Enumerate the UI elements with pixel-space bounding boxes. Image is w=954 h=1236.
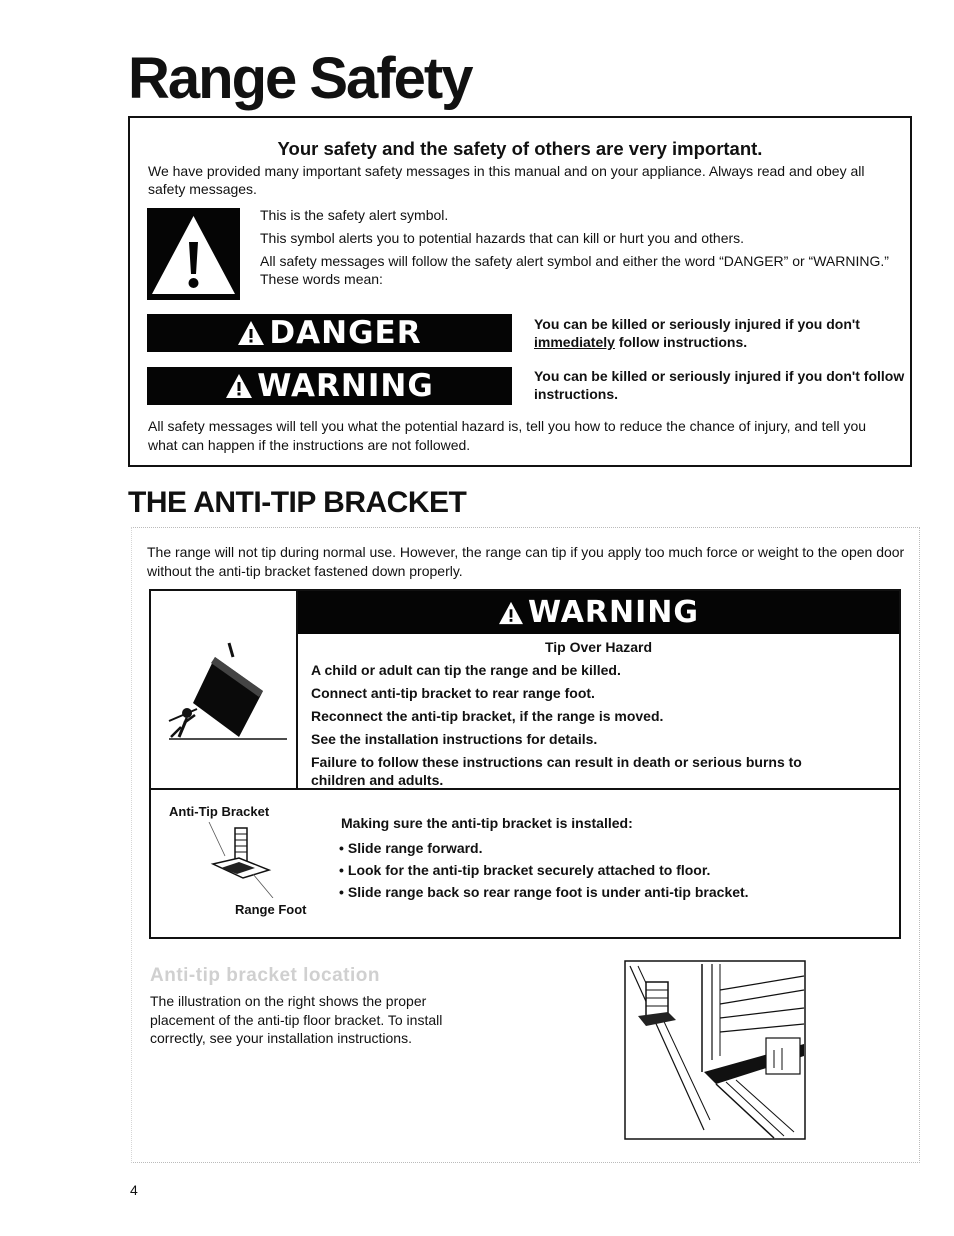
danger-desc-text: You can be killed or seriously injured if you don't [534, 316, 860, 332]
danger-desc-text-end: follow instructions. [614, 334, 748, 350]
alert-explanation [260, 206, 890, 293]
hazard-line: A child or adult can tip the range and be killed. [311, 662, 621, 678]
danger-description [534, 315, 906, 351]
hazard-line: Failure to follow these instructions can result in death or serious burns to children and adults. [311, 754, 802, 788]
alert-line: All safety messages will follow the safety alert symbol and either the word “DANGER” or “WARNING.” These words mean: [260, 253, 889, 287]
tip-over-warning-box [149, 589, 901, 939]
warning-signal-bar [147, 367, 512, 405]
warning-alert-icon [225, 373, 253, 399]
hazard-instructions [311, 661, 851, 794]
hazard-title: Tip Over Hazard [544, 639, 653, 655]
warning-label: WARNING [257, 368, 434, 404]
warning-header-label: WARNING [527, 595, 700, 630]
location-text: The illustration on the right shows the proper placement of the anti-tip floor bracket. To install correctly, see your installation instructions. [150, 993, 443, 1046]
list-item: • Slide range forward. [339, 837, 749, 859]
page-title: Range Safety [128, 46, 472, 111]
safety-footer-text: All safety messages will tell you what the potential hazard is, tell you how to reduce the chance of injury, and tell you what can happen if the instructions are not followed. [148, 418, 867, 453]
alert-line: This is the safety alert symbol. [260, 207, 449, 223]
warning-header-bar [298, 591, 899, 634]
list-item: • Slide range back so rear range foot is under anti-tip bracket. [339, 881, 749, 903]
safety-intro-text: We have provided many important safety messages in this manual and on your appliance. Always read and obey all safety messages. [148, 163, 865, 197]
anti-tip-bracket-illustration [199, 822, 281, 898]
location-heading: Anti-tip bracket location [150, 965, 380, 986]
alert-line: This symbol alerts you to potential hazards that can kill or hurt you and others. [260, 230, 745, 246]
range-bracket-location-illustration [624, 960, 806, 1140]
danger-signal-bar [147, 314, 512, 352]
list-item: • Look for the anti-tip bracket securely attached to floor. [339, 859, 749, 881]
install-check-list [339, 837, 749, 903]
section-intro-text: The range will not tip during normal use. However, the range can tip if you apply too much force or weight to the open door without the anti-tip bracket fastened down properly. [147, 544, 905, 579]
danger-label: DANGER [269, 315, 422, 351]
hazard-line: Connect anti-tip bracket to rear range foot. [311, 685, 595, 701]
range-foot-label: Range Foot [235, 902, 307, 917]
warning-alert-icon [498, 601, 524, 625]
hazard-line: Reconnect the anti-tip bracket, if the range is moved. [311, 708, 664, 724]
tip-over-range-illustration [167, 641, 289, 747]
page-number: 4 [130, 1182, 138, 1198]
danger-alert-icon [237, 320, 265, 346]
bracket-label: Anti-Tip Bracket [169, 804, 270, 819]
warning-description: You can be killed or seriously injured if you don't follow instructions. [534, 368, 905, 402]
danger-desc-emphasis: immediately [534, 334, 615, 350]
hazard-line: See the installation instructions for details. [311, 731, 598, 747]
section-title: THE ANTI-TIP BRACKET [128, 486, 467, 519]
install-check-heading: Making sure the anti-tip bracket is installed: [341, 815, 633, 831]
safety-message-box [128, 116, 912, 467]
safety-heading: Your safety and the safety of others are very important. [277, 138, 763, 159]
safety-alert-triangle-icon [147, 208, 240, 300]
